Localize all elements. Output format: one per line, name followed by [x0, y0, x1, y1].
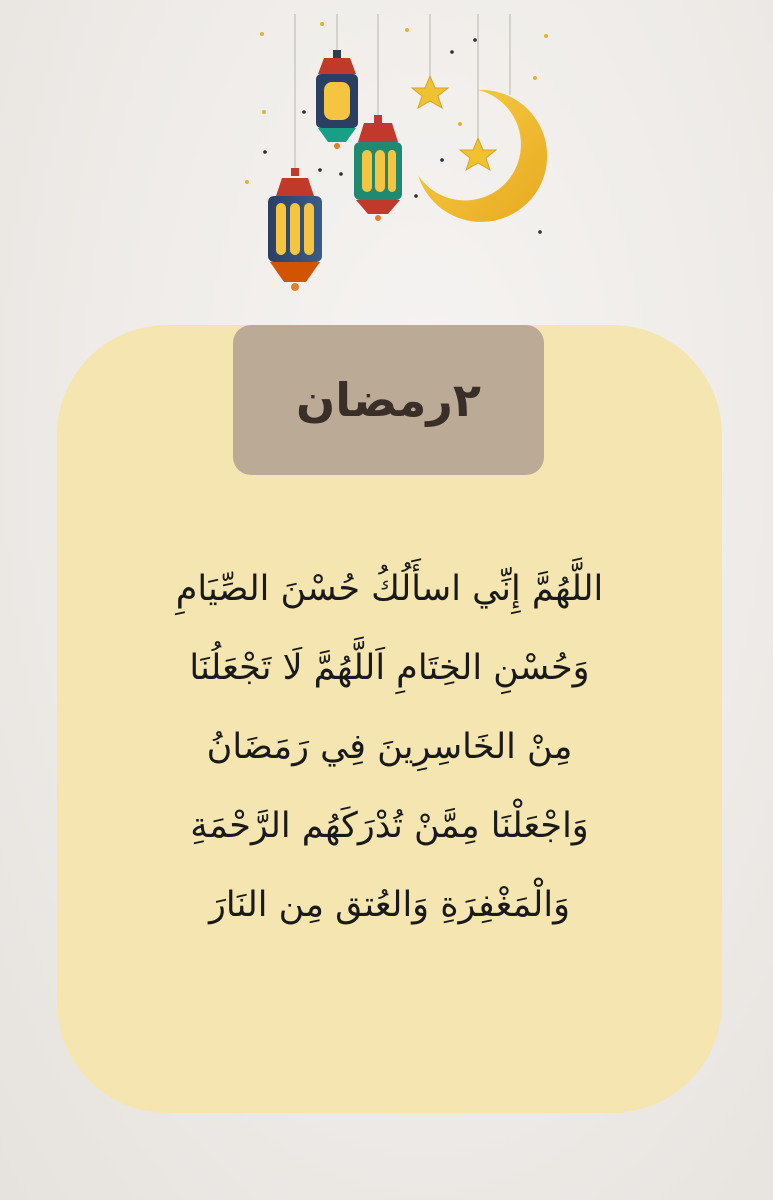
lantern-icon [354, 115, 402, 221]
star-icon [460, 138, 496, 170]
title-badge [233, 325, 544, 475]
lantern-icon [268, 168, 322, 291]
dua-line: مِنْ الخَاسِرِينَ فِي رَمَضَانُ [206, 727, 573, 767]
lantern-icon [316, 50, 358, 149]
dua-text [97, 550, 682, 945]
ramadan-decoration [0, 0, 773, 320]
page-title: ٢رمضان [296, 373, 481, 427]
dua-line: وَحُسْنِ الخِتَامِ اَللَّهُمَّ لَا تَجْعَلُنَا [189, 648, 590, 688]
dua-line: اللَّهُمَّ إِنِّي اسأَلُكُ حُسْنَ الصِّيَامِ [175, 569, 604, 609]
dua-card [57, 325, 722, 1113]
dua-line: وَاجْعَلْنَا مِمَّنْ تُدْرَكَهُم الرَّحْمَةِ [190, 806, 589, 846]
dua-line: وَالْمَغْفِرَةِ وَالعُتق مِن النَارَ [209, 885, 570, 925]
star-icon [412, 76, 448, 108]
